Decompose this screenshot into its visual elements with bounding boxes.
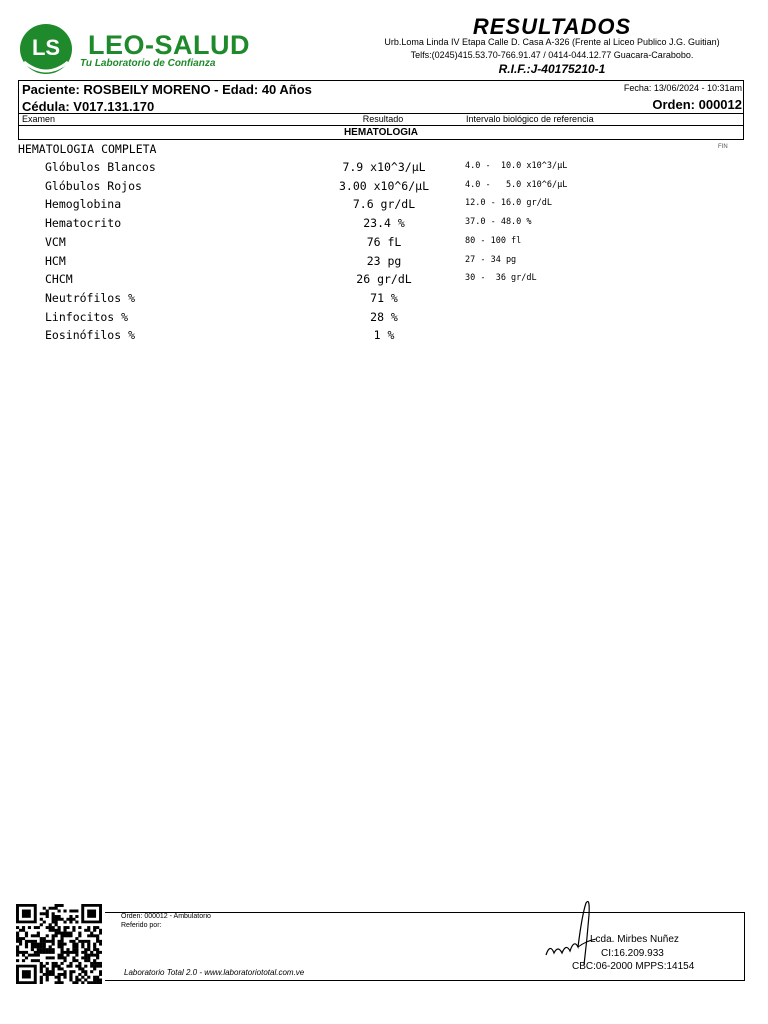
table-row: [0, 235, 768, 254]
leo-salud-logo-icon: [18, 22, 74, 78]
test-result: 76 fL: [366, 235, 402, 249]
table-row: [0, 179, 768, 198]
table-row: [0, 216, 768, 235]
document-title: RESULTADOS: [472, 14, 632, 39]
column-exam: Examen: [22, 114, 56, 124]
test-result: 23 pg: [366, 254, 402, 268]
lab-rif: R.I.F.:J-40175210-1: [498, 62, 606, 76]
test-name: Neutrófilos %: [45, 291, 136, 305]
table-row: [0, 310, 768, 329]
table-row: [0, 328, 768, 347]
test-reference: 80 - 100 fl: [465, 236, 522, 246]
brand-tagline: Tu Laboratorio de Confianza: [80, 58, 216, 69]
test-name: Glóbulos Blancos: [45, 160, 156, 174]
table-row: [0, 197, 768, 216]
test-name: CHCM: [45, 272, 73, 286]
test-reference: 4.0 - 5.0 x10^6/µL: [465, 180, 568, 190]
test-group-tag: FIN: [718, 144, 728, 150]
test-name: Glóbulos Rojos: [45, 179, 142, 193]
patient-id: Cédula: V017.131.170: [22, 99, 155, 114]
table-row: [0, 254, 768, 273]
signer-name: Lcda. Mirbes Nuñez: [590, 934, 679, 945]
test-name: Linfocitos %: [45, 310, 129, 324]
test-reference: 37.0 - 48.0 %: [465, 217, 532, 227]
test-result: 7.6 gr/dL: [352, 197, 416, 211]
table-row: [0, 160, 768, 179]
test-result: 23.4 %: [363, 216, 405, 230]
test-result: 26 gr/dL: [356, 272, 412, 286]
column-reference: Intervalo biológico de referencia: [466, 114, 594, 124]
test-group-title: HEMATOLOGIA COMPLETA: [18, 142, 157, 156]
table-row: [0, 291, 768, 310]
test-result: 7.9 x10^3/µL: [342, 160, 426, 174]
footer-order-info: Orden: 000012 - Ambulatorio: [121, 913, 211, 920]
test-name: Eosinófilos %: [45, 328, 136, 342]
report-date: Fecha: 13/06/2024 - 10:31am: [623, 83, 742, 93]
signer-ci: CI:16.209.933: [601, 948, 664, 959]
lab-address: Urb.Loma Linda IV Etapa Calle D. Casa A-326 (Frente al Liceo Publico J.G. Guitian): [384, 37, 720, 47]
test-reference: 12.0 - 16.0 gr/dL: [465, 198, 552, 208]
test-reference: 27 - 34 pg: [465, 255, 517, 265]
test-reference: 4.0 - 10.0 x10^3/µL: [465, 161, 568, 171]
test-name: Hematocrito: [45, 216, 122, 230]
table-row: [0, 272, 768, 291]
test-result: 1 %: [373, 328, 395, 342]
section-title: HEMATOLOGIA: [343, 127, 419, 138]
brand-name: LEO-SALUD: [88, 30, 250, 60]
signer-license: CBC:06-2000 MPPS:14154: [572, 961, 695, 972]
logo-initials: LS: [31, 35, 61, 60]
test-name: VCM: [45, 235, 66, 249]
order-number: Orden: 000012: [652, 97, 742, 112]
qr-code-icon: [16, 904, 102, 984]
footer-software: Laboratorio Total 2.0 - www.laboratoriototal.com.ve: [124, 968, 305, 977]
footer-referred-by: Referido por:: [121, 922, 162, 929]
test-result: 28 %: [370, 310, 398, 324]
test-result: 71 %: [370, 291, 398, 305]
column-result: Resultado: [362, 114, 404, 124]
lab-phones: Telfs:(0245)415.53.70-766.91.47 / 0414-044.12.77 Guacara-Carabobo.: [410, 50, 694, 60]
test-name: Hemoglobina: [45, 197, 122, 211]
test-result: 3.00 x10^6/µL: [338, 179, 429, 193]
patient-name: Paciente: ROSBEILY MORENO - Edad: 40 Años: [22, 82, 312, 97]
test-name: HCM: [45, 254, 66, 268]
test-reference: 30 - 36 gr/dL: [465, 273, 537, 283]
